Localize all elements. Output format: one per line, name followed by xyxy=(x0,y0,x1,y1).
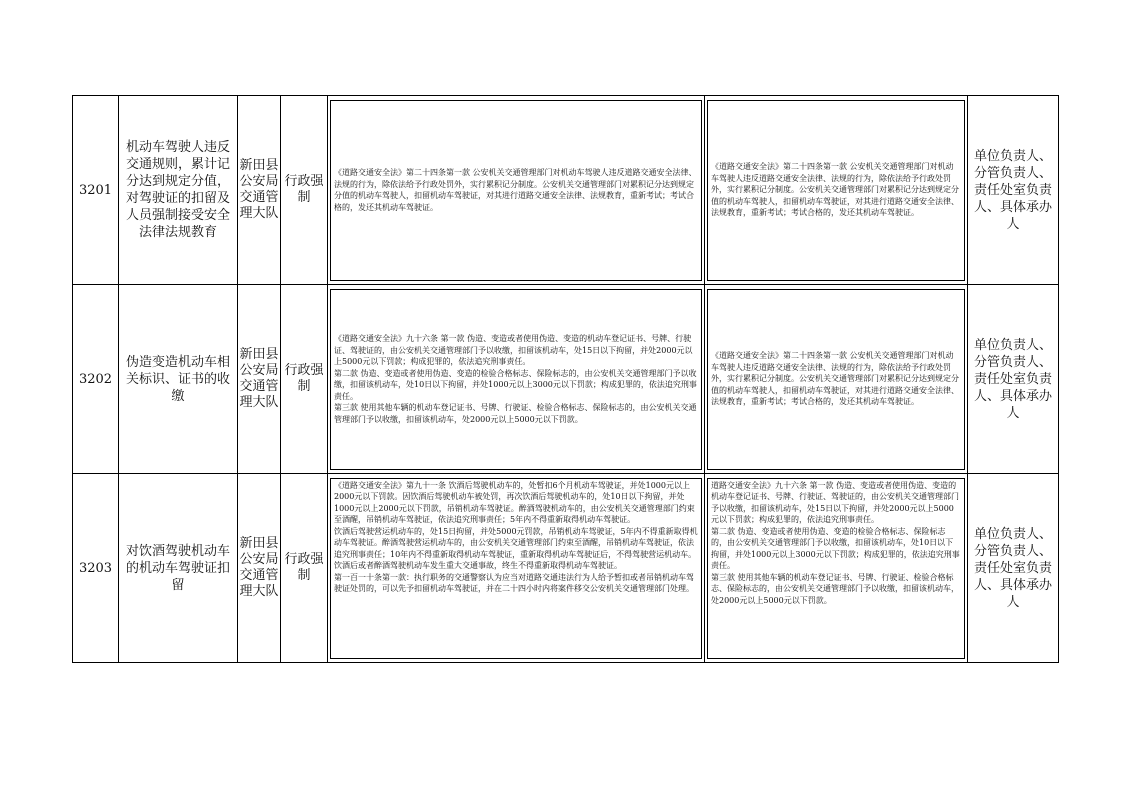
responsibility-basis-box xyxy=(707,289,965,470)
responsibility-basis xyxy=(705,285,968,474)
legal-basis-paragraph: 《道路交通安全法》第九十一条 饮酒后驾驶机动车的，处暂扣6个月机动车驾驶证，并处1000元以上2000元以下罚款。因饮酒后驾驶机动车被处罚，再次饮酒后驾驶机动车的，处10日以下拘留，并处1000元以上2000元以下罚款，吊销机动车驾驶证。醉酒驾驶机动车的，由公安机关交通管理部门约束至酒醒，吊销机动车驾驶证，依法追究刑事责任；5年内不得重新取得机动车驾驶证。 xyxy=(334,480,695,524)
legal-basis-box xyxy=(330,289,702,470)
power-type: 行政强制 xyxy=(281,285,328,474)
legal-basis xyxy=(328,285,705,474)
legal-basis xyxy=(328,474,705,663)
responsibility-basis xyxy=(705,474,968,663)
responsible-persons: 单位负责人、分管负责人、责任处室负责人、具体承办人 xyxy=(968,474,1059,663)
legal-basis-paragraph: 第一百一十条第一款：执行职务的交通警察认为应当对道路交通违法行为人给予暂扣或者吊销机动车驾驶证处罚的，可以先予扣留机动车驾驶证，并在二十四小时内将案件移交公安机关交通管理部门处理。 xyxy=(334,572,694,593)
legal-basis-box xyxy=(330,100,702,281)
department: 新田县公安局交通管理大队 xyxy=(238,285,281,474)
legal-basis-paragraph: 第三款 使用其他车辆的机动车登记证书、号牌、行驶证、检验合格标志、保险标志的，由公安机关交通管理部门予以收缴，扣留该机动车，处2000元以上5000元以下罚款。 xyxy=(334,403,697,424)
item-name: 机动车驾驶人违反交通规则，累计记分达到规定分值，对驾驶证的扣留及人员强制接受安全法律法规教育 xyxy=(119,96,238,285)
responsible-persons: 单位负责人、分管负责人、责任处室负责人、具体承办人 xyxy=(968,96,1059,285)
responsibility-basis-paragraph: 《道路交通安全法》第二十四条第一款 公安机关交通管理部门对机动车驾驶人违反道路交通安全法律、法规的行为，除依法给予行政处罚外，实行累积记分制度。公安机关交通管理部门对累积记分达到规定分值的机动车驾驶人，扣留机动车驾驶证，对其进行道路交通安全法律、法规教育，重新考试；考试合格的，发还其机动车驾驶证。 xyxy=(711,162,959,218)
power-type: 行政强制 xyxy=(281,474,328,663)
responsibility-basis-paragraph: 第三款 使用其他车辆的机动车登记证书、号牌、行驶证、检验合格标志、保险标志的，由公安机关交通管理部门予以收缴，扣留该机动车，处2000元以上5000元以下罚款。 xyxy=(711,572,959,605)
table-row xyxy=(73,285,1059,474)
legal-basis-paragraph: 饮酒后驾驶营运机动车的，处15日拘留，并处5000元罚款，吊销机动车驾驶证，5年内不得重新取得机动车驾驶证。醉酒驾驶营运机动车的，由公安机关交通管理部门约束至酒醒，吊销机动车驾驶证，依法追究刑事责任；10年内不得重新取得机动车驾驶证，重新取得机动车驾驶证后，不得驾驶营运机动车。饮酒后或者醉酒驾驶机动车发生重大交通事故，终生不得重新取得机动车驾驶证。 xyxy=(334,526,698,570)
table-row xyxy=(73,474,1059,663)
responsibility-basis-paragraph: 道路交通安全法》九十六条 第一款 伪造、变造或者使用伪造、变造的机动车登记证书、号牌、行驶证、驾驶证的，由公安机关交通管理部门予以收缴，扣留该机动车，处15日以下拘留，并处2000元以上5000元以下罚款；构成犯罪的，依法追究刑事责任。 xyxy=(711,480,959,524)
department: 新田县公安局交通管理大队 xyxy=(238,96,281,285)
item-name: 伪造变造机动车相关标识、证书的收缴 xyxy=(119,285,238,474)
row-number: 3202 xyxy=(73,285,119,474)
legal-basis xyxy=(328,96,705,285)
responsibility-basis-box xyxy=(707,478,965,659)
table-body xyxy=(73,96,1059,663)
responsibility-basis-paragraph: 第二款 伪造、变造或者使用伪造、变造的检验合格标志、保险标志的，由公安机关交通管理部门予以收缴，扣留该机动车，处10日以下拘留，并处1000元以上3000元以下罚款；构成犯罪的，依法追究刑事责任。 xyxy=(711,526,960,570)
department: 新田县公安局交通管理大队 xyxy=(238,474,281,663)
responsibility-basis xyxy=(705,96,968,285)
legal-basis-paragraph: 《道路交通安全法》九十六条 第一款 伪造、变造或者使用伪造、变造的机动车登记证书、号牌、行驶证、驾驶证的，由公安机关交通管理部门予以收缴，扣留该机动车，处15日以下拘留，并处2000元以上5000元以下罚款；构成犯罪的，依法追究刑事责任。 xyxy=(334,334,693,366)
power-list-table xyxy=(72,95,1059,663)
row-number: 3201 xyxy=(73,96,119,285)
row-number: 3203 xyxy=(73,474,119,663)
legal-basis-box xyxy=(330,478,702,659)
legal-basis-paragraph: 第二款 伪造、变造或者使用伪造、变造的检验合格标志、保险标志的，由公安机关交通管理部门予以收缴，扣留该机动车，处10日以下拘留，并处1000元以上3000元以下罚款；构成犯罪的，依法追究刑事责任。 xyxy=(334,368,697,401)
power-type: 行政强制 xyxy=(281,96,328,285)
responsibility-basis-paragraph: 《道路交通安全法》第二十四条第一款 公安机关交通管理部门对机动车驾驶人违反道路交通安全法律、法规的行为，除依法给予行政处罚外，实行累积记分制度。公安机关交通管理部门对累积记分达到规定分值的机动车驾驶人，扣留机动车驾驶证，对其进行道路交通安全法律、法规教育，重新考试；考试合格的，发还其机动车驾驶证。 xyxy=(711,351,959,407)
item-name: 对饮酒驾驶机动车的机动车驾驶证扣留 xyxy=(119,474,238,663)
responsible-persons: 单位负责人、分管负责人、责任处室负责人、具体承办人 xyxy=(968,285,1059,474)
table-row xyxy=(73,96,1059,285)
responsibility-basis-box xyxy=(707,100,965,281)
legal-basis-paragraph: 《道路交通安全法》第二十四条第一款 公安机关交通管理部门对机动车驾驶人违反道路交通安全法律、法规的行为，除依法给予行政处罚外，实行累积记分制度。公安机关交通管理部门对累积记分达到规定分值的机动车驾驶人，扣留机动车驾驶证，对其进行道路交通安全法律、法规教育，重新考试；考试合格的，发还其机动车驾驶证。 xyxy=(334,168,697,212)
